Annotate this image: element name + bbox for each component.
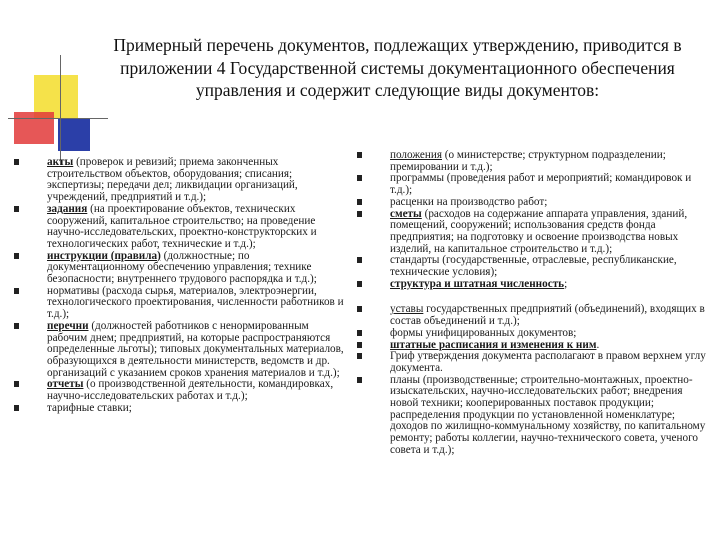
list-item bbox=[390, 351, 708, 374]
list-item bbox=[390, 375, 708, 457]
item-text: (о производственной деятельности, командировках, научно-исследовательских работах и т.д.); bbox=[47, 378, 334, 403]
square-bullet-icon bbox=[357, 377, 362, 383]
item-text: (должностные; по документационному обеспечению управления; технике безопасности; внутреннего трудового распорядка и т.д.); bbox=[47, 249, 317, 286]
list-item bbox=[390, 255, 708, 278]
list-item bbox=[47, 251, 347, 286]
item-lead-term: акты bbox=[47, 156, 74, 168]
item-lead-term: сметы bbox=[390, 207, 422, 220]
decor-red-square bbox=[14, 112, 54, 144]
square-bullet-icon bbox=[14, 405, 19, 411]
left-document-list bbox=[47, 157, 347, 414]
page-title: Примерный перечень документов, подлежащих утверждению, приводится в приложении 4 Государственной системы документационного обеспечения управления и содержит следующие виды документов: bbox=[113, 35, 682, 100]
item-text: (проверок и ревизий; приема законченных строительством объектов, оборудования; списания; экспертизы; передачи дел; ликвидации организаций, учреждений, предприятий и т.д.); bbox=[47, 156, 298, 204]
list-item bbox=[47, 204, 347, 251]
decor-horizontal-line bbox=[8, 118, 108, 119]
item-text: расценки на производство работ; bbox=[390, 195, 548, 208]
item-lead-term: задания bbox=[47, 202, 88, 215]
item-text: формы унифицированных документов; bbox=[390, 326, 577, 339]
list-item bbox=[47, 286, 347, 321]
square-bullet-icon bbox=[14, 159, 19, 165]
item-text: ; bbox=[564, 277, 568, 290]
item-text: (на проектирование объектов, технических сооружений, капитальное строительство; на проведение научно-исследовательских, проектно-конструкторских и технологических работ, технические и т.д.); bbox=[47, 202, 317, 250]
item-text: (должностей работников с ненормированным рабочим днем; предприятий, на которые распространяются определенные льготы); типовых документальных материалов, образующихся в деятельности министерств, ведомств и др. организаций с указанием сроков хранения материалов и т.д.); bbox=[47, 319, 344, 379]
square-bullet-icon bbox=[14, 206, 19, 212]
list-item bbox=[390, 304, 708, 327]
square-bullet-icon bbox=[357, 330, 362, 336]
list-item bbox=[47, 157, 347, 204]
square-bullet-icon bbox=[14, 288, 19, 294]
item-lead-term: перечни bbox=[47, 319, 89, 332]
square-bullet-icon bbox=[357, 281, 362, 287]
item-lead-term: отчеты bbox=[47, 378, 84, 391]
list-item bbox=[390, 173, 708, 196]
item-text: государственных предприятий (объединений), входящих в состав объединений и т.д.); bbox=[390, 303, 705, 328]
list-item bbox=[47, 379, 347, 402]
item-lead-term: положения bbox=[390, 149, 442, 161]
item-text: планы (производственные; строительно-монтажных, проектно-изыскательских, научно-исследовательских работ; внедрения новой техники; кооперированных поставок продукции; распределения продукции по установленной номенклатуре; доходов по жилищно-коммунальному хозяйству, по капитальному ремонту; работы коллегии, научно-технического совета, ученого совета и т.д.); bbox=[390, 373, 706, 456]
list-item bbox=[47, 403, 347, 415]
square-bullet-icon bbox=[357, 199, 362, 205]
decor-vertical-line bbox=[60, 55, 61, 165]
square-bullet-icon bbox=[14, 381, 19, 387]
item-text: Гриф утверждения документа располагают в правом верхнем углу документа. bbox=[390, 350, 706, 374]
square-bullet-icon bbox=[14, 253, 19, 259]
item-text: (расходов на содержание аппарата управления, зданий, помещений, сооружений; использования средств фонда предприятия; на подготовку и освоение производства новых изделий, на капитальное строительство и т.д.); bbox=[390, 207, 688, 255]
item-text: тарифные ставки; bbox=[47, 401, 132, 414]
square-bullet-icon bbox=[357, 175, 362, 181]
item-text: (о министерстве; структурном подразделении; премировании и т.д.); bbox=[390, 149, 666, 173]
square-bullet-icon bbox=[357, 211, 362, 217]
square-bullet-icon bbox=[357, 257, 362, 263]
list-item bbox=[390, 209, 708, 256]
list-item bbox=[390, 150, 708, 173]
square-bullet-icon bbox=[357, 342, 362, 348]
square-bullet-icon bbox=[14, 323, 19, 329]
item-lead-term: штатные расписания и изменения к ним bbox=[390, 338, 597, 351]
list-item bbox=[47, 321, 347, 380]
square-bullet-icon bbox=[357, 152, 362, 158]
square-bullet-icon bbox=[357, 306, 362, 312]
item-lead-term: уставы bbox=[390, 303, 424, 316]
item-lead-term: структура и штатная численность bbox=[390, 277, 565, 290]
square-bullet-icon bbox=[357, 353, 362, 359]
item-lead-term: инструкции (правила) bbox=[47, 249, 161, 262]
item-text: . bbox=[596, 338, 600, 351]
list-item bbox=[390, 279, 708, 291]
item-text: нормативы (расхода сырья, материалов, электроэнергии, технологического проектирования, численности работников и т.д.); bbox=[47, 284, 344, 321]
right-document-list bbox=[390, 150, 708, 457]
decor-blue-square bbox=[58, 119, 90, 151]
item-text: программы (проведения работ и мероприятий; командировок и т.д.); bbox=[390, 172, 692, 197]
item-text: стандарты (государственные, отраслевые, республиканские, технические условия); bbox=[390, 254, 677, 279]
